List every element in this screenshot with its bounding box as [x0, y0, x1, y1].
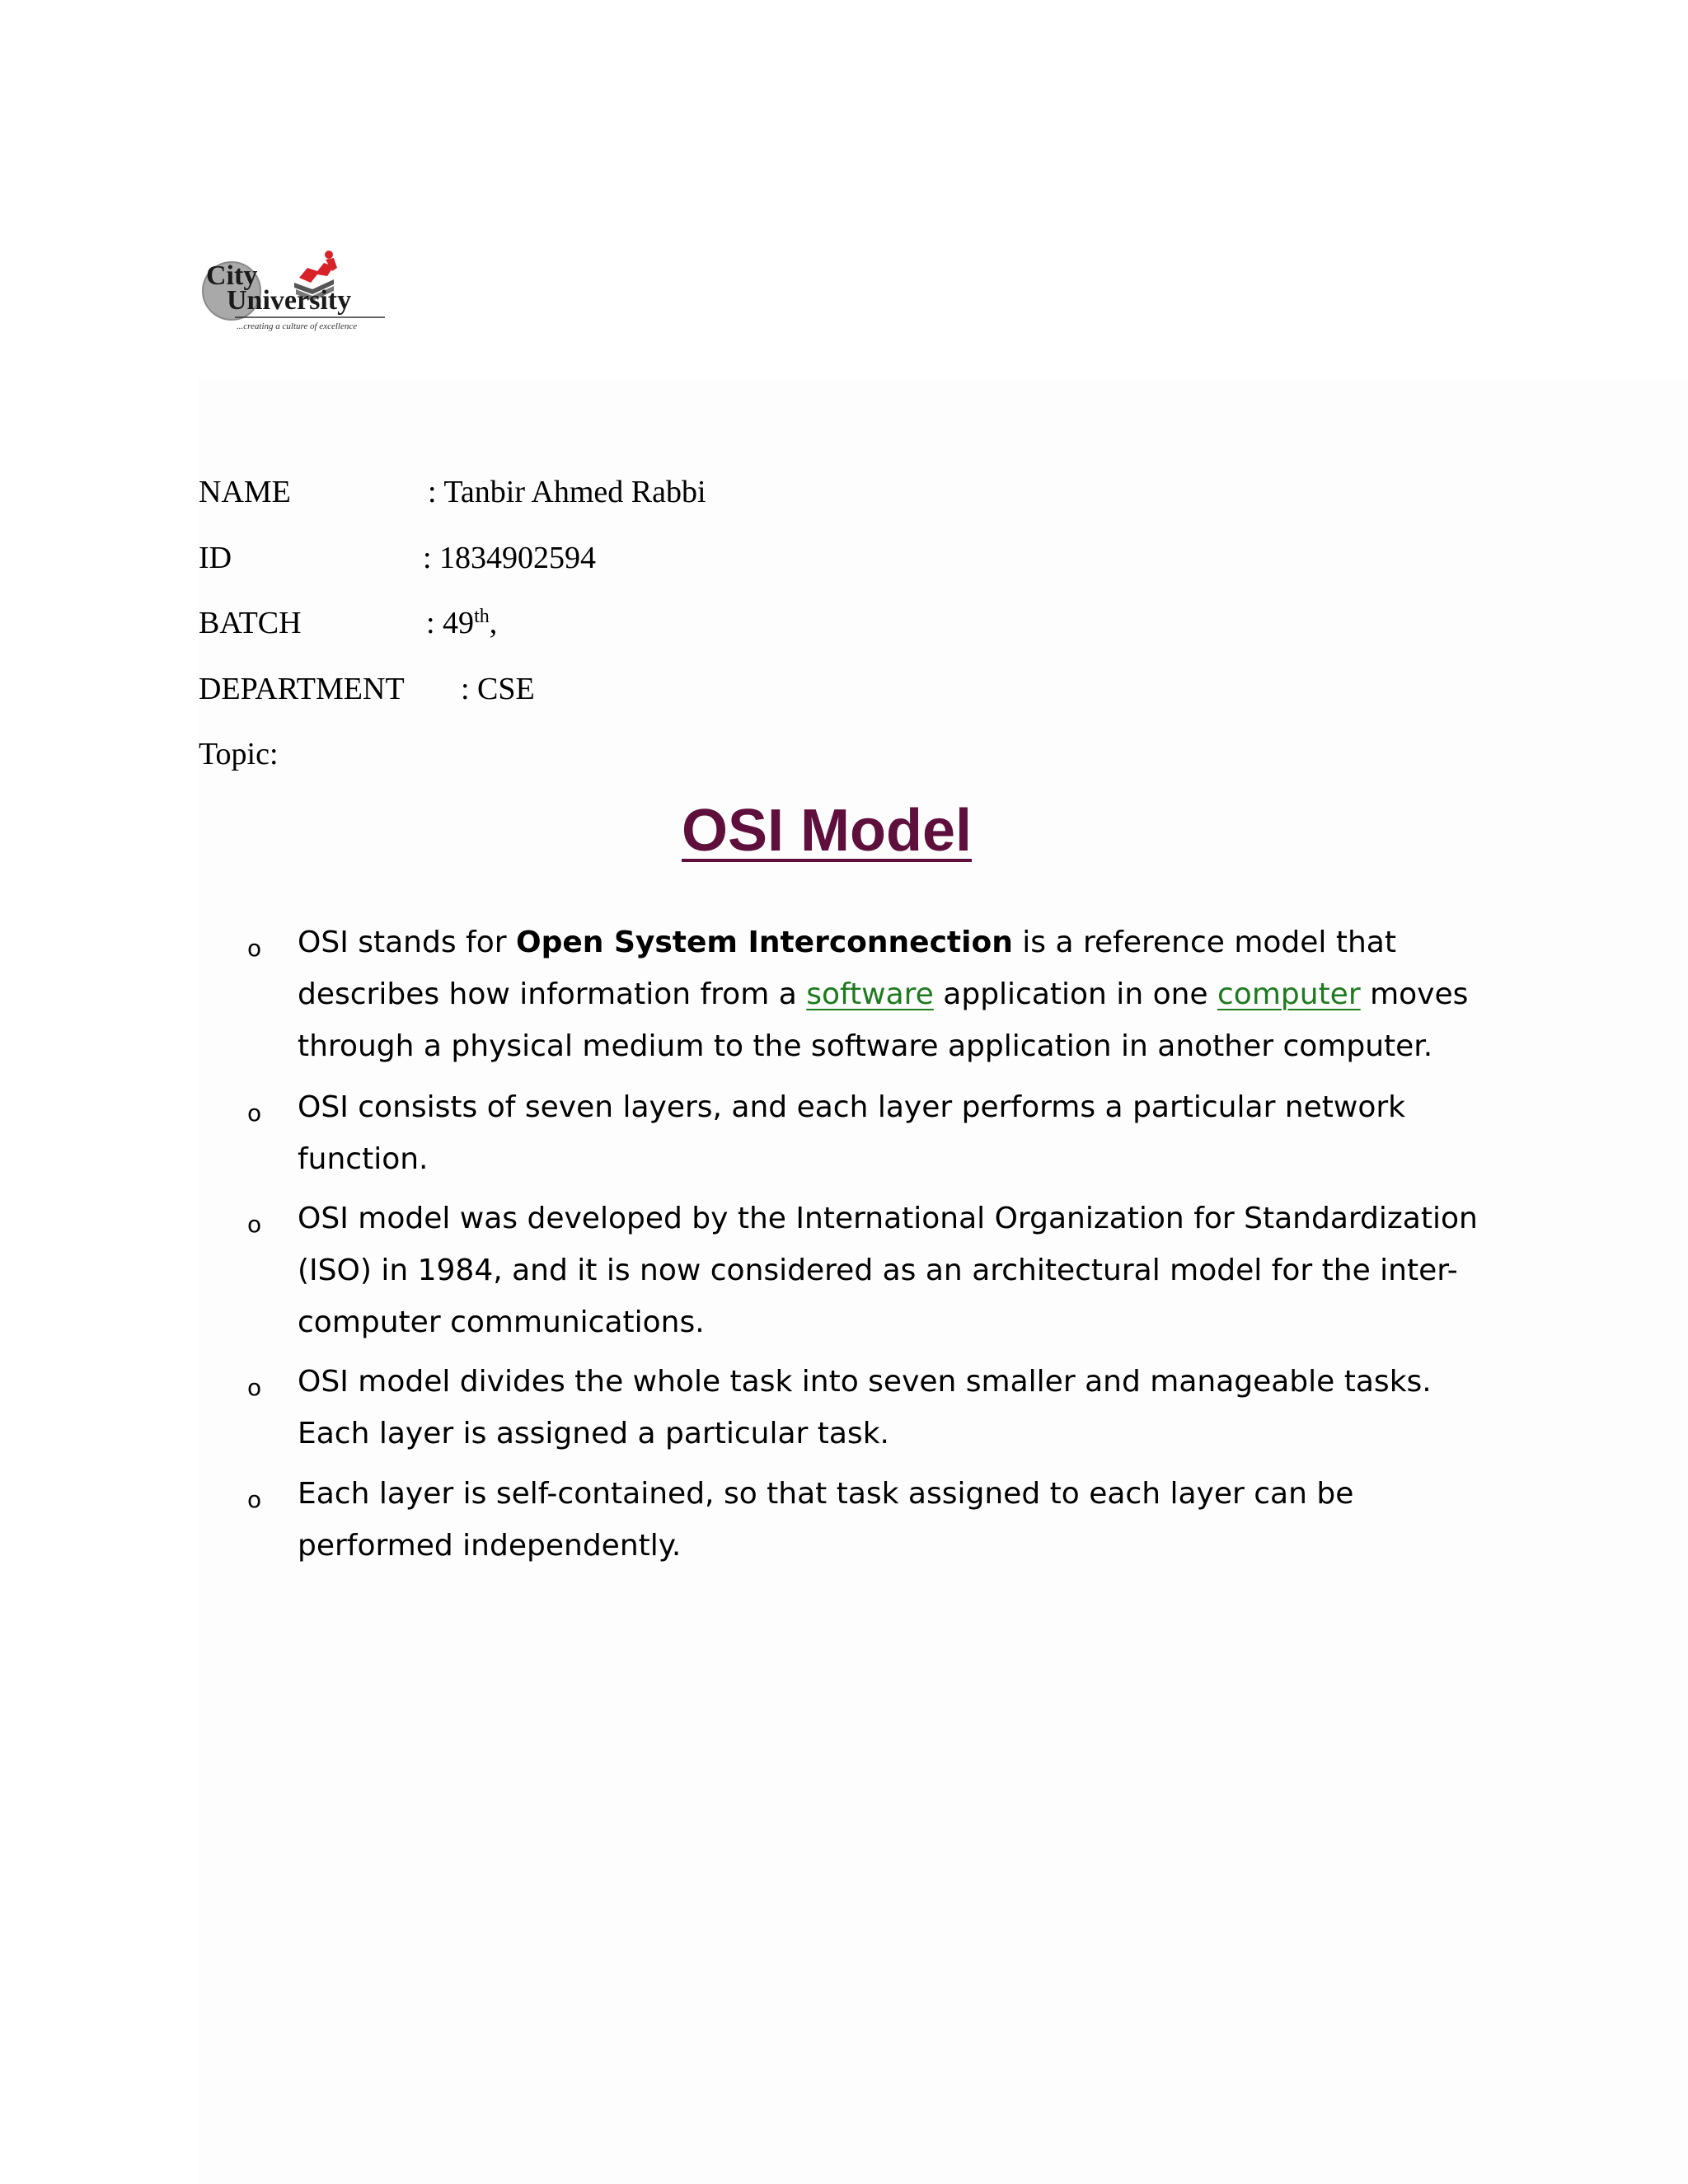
topic-label: Topic:: [199, 737, 279, 771]
bullet-text-2: OSI consists of seven layers, and each layer performs a particular network function.: [298, 1090, 1406, 1176]
batch-ordinal: th: [474, 606, 490, 627]
bullet-marker: o: [247, 1099, 262, 1127]
computer-link[interactable]: computer: [1217, 977, 1361, 1011]
bullet-marker: o: [247, 1211, 262, 1238]
logo-graphic: [202, 243, 392, 342]
bullet-marker: o: [247, 1374, 262, 1401]
page-title: [0, 798, 1653, 864]
city-university-logo: [202, 243, 392, 342]
bullet-text-1: OSI stands for Open System Interconnection is a reference model that describes how information from a software application in one computer moves through a physical medium to the software application in another computer.: [298, 926, 1469, 1063]
department-value: : CSE: [461, 672, 535, 706]
bullet-text-4: OSI model divides the whole task into seven smaller and manageable tasks. Each layer is assigned a particular task.: [298, 1365, 1432, 1451]
department-label: DEPARTMENT: [199, 672, 405, 706]
term-open-system-interconnection: Open System Interconnection: [516, 926, 1013, 959]
name-label: NAME: [199, 475, 291, 509]
id-label: ID: [199, 541, 232, 575]
bullet-text-5: Each layer is self-contained, so that task assigned to each layer can be performed independently.: [298, 1477, 1354, 1563]
bullet-text-3: OSI model was developed by the International Organization for Standardization (ISO) in 1984, and it is now considered as an architectural model for the inter-computer communications.: [298, 1202, 1478, 1339]
software-link[interactable]: software: [806, 977, 934, 1011]
logo-tagline: ...creating a culture of excellence: [237, 321, 358, 331]
batch-value: : 49th,: [426, 606, 498, 640]
logo-word-city: City: [206, 260, 258, 291]
id-value: : 1834902594: [423, 541, 597, 575]
page-title-text: OSI Model: [681, 798, 973, 864]
bullet-marker: o: [247, 1486, 262, 1513]
name-value: : Tanbir Ahmed Rabbi: [428, 475, 706, 509]
batch-label: BATCH: [199, 606, 302, 640]
bullet-marker: o: [247, 935, 262, 962]
logo-word-university: University: [227, 285, 352, 316]
